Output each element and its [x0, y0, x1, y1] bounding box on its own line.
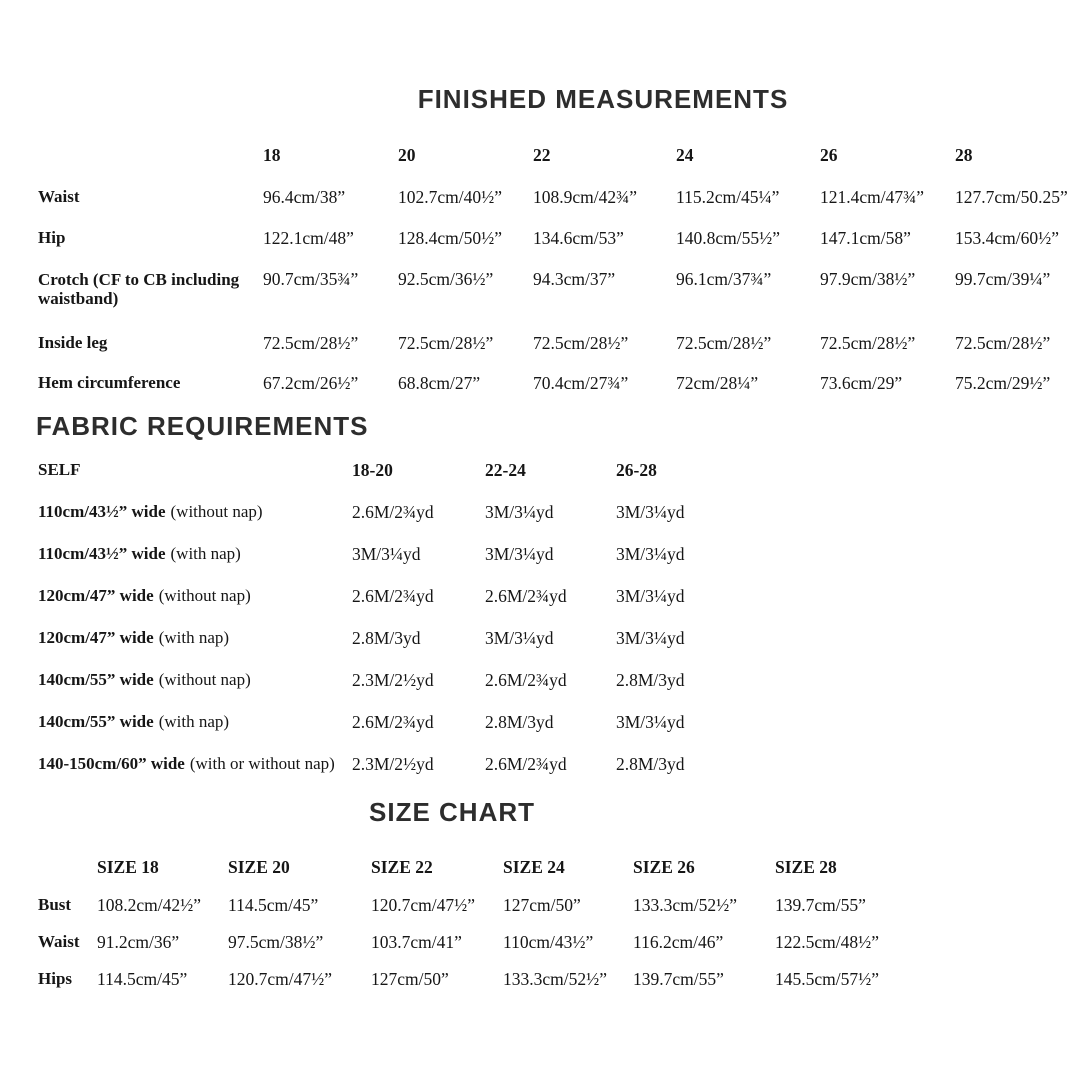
measurement-cell: 97.5cm/38½” — [228, 932, 324, 952]
fabric-width-label: 110cm/43½” wide — [38, 502, 166, 521]
measurement-cell: 96.1cm/37¾” — [676, 269, 772, 289]
header-spacer-cell — [38, 145, 263, 165]
measurement-cell: 102.7cm/40½” — [398, 187, 503, 207]
measurement-cell: 139.7cm/55” — [775, 895, 866, 915]
fabric-width-label: 140cm/55” wide — [38, 712, 154, 731]
measurement-cell: 120.7cm/47½” — [228, 969, 333, 989]
measurement-cell: 133.3cm/52½” — [633, 895, 738, 915]
measurement-cell: 127.7cm/50.25” — [955, 187, 1068, 207]
measurement-cell: 134.6cm/53” — [533, 228, 624, 248]
nap-note: (without nap) — [158, 586, 251, 605]
row-label — [38, 754, 352, 774]
size-chart-header-row — [38, 857, 1068, 877]
measurement-cell: 72.5cm/28½” — [398, 333, 494, 353]
size-chart-header-18: SIZE 18 — [97, 857, 159, 877]
yardage-cell: 3M/3¼yd — [485, 628, 554, 648]
measurement-cell: 140.8cm/55½” — [676, 228, 781, 248]
yardage-cell: 2.6M/2¾yd — [352, 712, 434, 732]
fabric-row-120-with-nap — [38, 628, 1068, 648]
fabric-width-label: 120cm/47” wide — [38, 628, 154, 647]
measurement-cell: 108.9cm/42¾” — [533, 187, 638, 207]
measurement-cell: 110cm/43½” — [503, 932, 594, 952]
measurement-cell: 128.4cm/50½” — [398, 228, 503, 248]
table-row-bust — [38, 895, 1068, 915]
measurement-cell: 94.3cm/37” — [533, 269, 616, 289]
row-label — [38, 502, 352, 522]
yardage-cell: 2.6M/2¾yd — [352, 586, 434, 606]
fabric-row-110-without-nap — [38, 502, 1068, 522]
measurement-cell: 147.1cm/58” — [820, 228, 911, 248]
row-label: Hem circumference — [38, 373, 181, 392]
yardage-cell: 2.6M/2¾yd — [485, 586, 567, 606]
row-label: Inside leg — [38, 333, 108, 352]
measurement-cell: 116.2cm/46” — [633, 932, 724, 952]
row-label: Hip — [38, 228, 66, 247]
size-header-24: 24 — [676, 145, 694, 165]
table-row-hem-circumference — [38, 373, 1068, 393]
measurement-cell: 75.2cm/29½” — [955, 373, 1051, 393]
measurement-cell: 114.5cm/45” — [97, 969, 188, 989]
size-header-28: 28 — [955, 145, 973, 165]
measurement-cell: 115.2cm/45¼” — [676, 187, 780, 207]
size-header-22: 22 — [533, 145, 551, 165]
size-chart-header-26: SIZE 26 — [633, 857, 695, 877]
measurement-cell: 67.2cm/26½” — [263, 373, 359, 393]
size-chart-title: SIZE CHART — [369, 797, 535, 827]
measurement-cell: 122.5cm/48½” — [775, 932, 880, 952]
measurement-cell: 99.7cm/39¼” — [955, 269, 1051, 289]
fabric-requirements-title: FABRIC REQUIREMENTS — [36, 411, 369, 441]
yardage-cell: 3M/3¼yd — [485, 544, 554, 564]
yardage-cell: 2.8M/3yd — [352, 628, 421, 648]
yardage-cell: 2.6M/2¾yd — [485, 754, 567, 774]
yardage-cell: 2.6M/2¾yd — [352, 502, 434, 522]
nap-note: (with nap) — [170, 544, 241, 563]
size-header-18: 18 — [263, 145, 281, 165]
fabric-row-110-with-nap — [38, 544, 1068, 564]
nap-note: (with or without nap) — [189, 754, 335, 773]
table-row-inside-leg — [38, 333, 1068, 353]
nap-note: (with nap) — [158, 712, 230, 731]
yardage-cell: 3M/3¼yd — [485, 502, 554, 522]
measurement-cell: 70.4cm/27¾” — [533, 373, 629, 393]
table-row-hip — [38, 228, 1068, 248]
measurement-cell: 72.5cm/28½” — [263, 333, 359, 353]
self-label: SELF — [38, 460, 81, 479]
measurement-cell: 120.7cm/47½” — [371, 895, 476, 915]
measurement-cell: 90.7cm/35¾” — [263, 269, 359, 289]
row-label — [38, 544, 352, 564]
range-header-26-28: 26-28 — [616, 460, 657, 480]
size-header-20: 20 — [398, 145, 416, 165]
measurement-cell: 92.5cm/36½” — [398, 269, 494, 289]
size-chart-header-22: SIZE 22 — [371, 857, 433, 877]
finished-measurements-title: FINISHED MEASUREMENTS — [417, 84, 789, 114]
table-row-crotch — [38, 270, 1068, 308]
row-label — [38, 586, 352, 606]
measurement-cell: 133.3cm/52½” — [503, 969, 608, 989]
row-label — [38, 712, 352, 732]
fabric-requirements-header-row — [38, 460, 1068, 480]
table-row-hips — [38, 969, 1068, 989]
fabric-row-140-with-nap — [38, 712, 1068, 732]
range-header-22-24: 22-24 — [485, 460, 526, 480]
measurement-cell: 127cm/50” — [371, 969, 449, 989]
row-label — [38, 670, 352, 690]
measurement-cell: 145.5cm/57½” — [775, 969, 880, 989]
measurement-cell: 73.6cm/29” — [820, 373, 903, 393]
measurement-cell: 72.5cm/28½” — [533, 333, 629, 353]
size-header-26: 26 — [820, 145, 838, 165]
yardage-cell: 2.8M/3yd — [616, 670, 685, 690]
fabric-row-140-150 — [38, 754, 1068, 774]
measurement-cell: 72.5cm/28½” — [676, 333, 772, 353]
measurement-cell: 139.7cm/55” — [633, 969, 724, 989]
nap-note: (without nap) — [170, 502, 263, 521]
size-chart-header-24: SIZE 24 — [503, 857, 565, 877]
measurement-cell: 127cm/50” — [503, 895, 581, 915]
yardage-cell: 3M/3¼yd — [352, 544, 421, 564]
fabric-width-label: 110cm/43½” wide — [38, 544, 166, 563]
row-label: Waist — [38, 932, 80, 951]
yardage-cell: 2.3M/2½yd — [352, 670, 434, 690]
yardage-cell: 2.3M/2½yd — [352, 754, 434, 774]
yardage-cell: 3M/3¼yd — [616, 586, 685, 606]
measurement-cell: 96.4cm/38” — [263, 187, 346, 207]
row-label: Crotch (CF to CB including waistband) — [38, 270, 240, 308]
yardage-cell: 3M/3¼yd — [616, 712, 685, 732]
size-chart-header-20: SIZE 20 — [228, 857, 290, 877]
yardage-cell: 2.8M/3yd — [616, 754, 685, 774]
row-label: Bust — [38, 895, 72, 914]
yardage-cell: 2.6M/2¾yd — [485, 670, 567, 690]
table-row-waist — [38, 187, 1068, 207]
measurement-cell: 97.9cm/38½” — [820, 269, 916, 289]
yardage-cell: 3M/3¼yd — [616, 544, 685, 564]
table-row-waist-body — [38, 932, 1068, 952]
measurement-cell: 68.8cm/27” — [398, 373, 481, 393]
measurement-cell: 103.7cm/41” — [371, 932, 462, 952]
measurement-cell: 153.4cm/60½” — [955, 228, 1060, 248]
range-header-18-20: 18-20 — [352, 460, 393, 480]
fabric-width-label: 120cm/47” wide — [38, 586, 154, 605]
measurement-cell: 122.1cm/48” — [263, 228, 354, 248]
nap-note: (with nap) — [158, 628, 230, 647]
measurement-cell: 72.5cm/28½” — [955, 333, 1051, 353]
row-label: Hips — [38, 969, 73, 988]
row-label — [38, 628, 352, 648]
header-spacer-cell — [38, 857, 97, 877]
measurement-cell: 91.2cm/36” — [97, 932, 180, 952]
fabric-row-140-without-nap — [38, 670, 1068, 690]
fabric-row-120-without-nap — [38, 586, 1068, 606]
measurement-cell: 114.5cm/45” — [228, 895, 319, 915]
yardage-cell: 3M/3¼yd — [616, 502, 685, 522]
measurement-cell: 72cm/28¼” — [676, 373, 759, 393]
measurement-cell: 121.4cm/47¾” — [820, 187, 925, 207]
measurement-cell: 72.5cm/28½” — [820, 333, 916, 353]
fabric-width-label: 140-150cm/60” wide — [38, 754, 185, 773]
size-chart-header-28: SIZE 28 — [775, 857, 837, 877]
row-label: Waist — [38, 187, 80, 206]
finished-measurements-size-header-row — [38, 145, 1068, 165]
nap-note: (without nap) — [158, 670, 251, 689]
yardage-cell: 3M/3¼yd — [616, 628, 685, 648]
measurement-cell: 108.2cm/42½” — [97, 895, 202, 915]
fabric-width-label: 140cm/55” wide — [38, 670, 154, 689]
yardage-cell: 2.8M/3yd — [485, 712, 554, 732]
